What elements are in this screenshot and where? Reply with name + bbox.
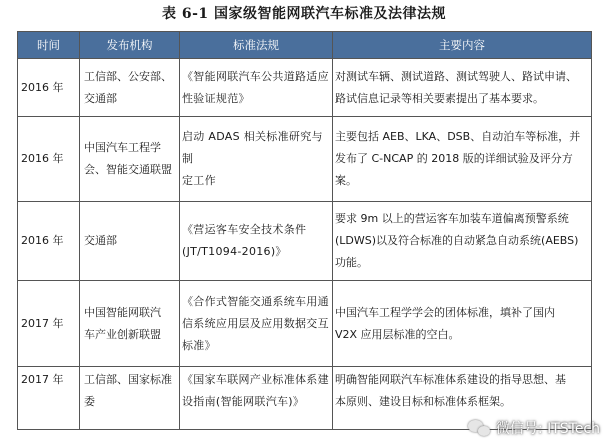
- cell-org: 交通部: [80, 202, 180, 281]
- cell-standard: 启动 ADAS 相关标准研究与制 定工作: [180, 117, 333, 202]
- table-row: [18, 117, 592, 202]
- standards-table: [17, 31, 592, 430]
- header-org: 发布机构: [80, 32, 180, 59]
- cell-time: 2016 年: [18, 59, 80, 117]
- cell-content: 明确智能网联汽车标准体系建设的指导思想、基 本原则、建设目标和标准体系框架。: [333, 367, 592, 430]
- header-content: 主要内容: [333, 32, 592, 59]
- wechat-watermark: [468, 418, 600, 438]
- cell-time: 2017 年: [18, 281, 80, 367]
- table-caption: 表 6-1 国家级智能网联汽车标准及法律法规: [161, 6, 447, 22]
- cell-content: 主要包括 AEB、LKA、DSB、自动泊车等标准，并 发布了 C-NCAP 的 2018 版的详细试验及评分方 案。: [333, 117, 592, 202]
- cell-org: 工信部、国家标准 委: [80, 367, 180, 430]
- cell-content: 要求 9m 以上的营运客车加装车道偏离预警系统 (LDWS)以及符合标准的自动紧急自动系统(AEBS) 功能。: [333, 202, 592, 281]
- cell-time: 2016 年: [18, 117, 80, 202]
- header-standard: 标准法规: [180, 32, 333, 59]
- cell-standard: 《智能网联汽车公共道路适应 性验证规范》: [180, 59, 333, 117]
- table-row: [18, 281, 592, 367]
- cell-standard: 《合作式智能交通系统车用通 信系统应用层及应用数据交互 标准》: [180, 281, 333, 367]
- table-row: [18, 202, 592, 281]
- cell-content: 中国汽车工程学学会的团体标准，填补了国内 V2X 应用层标准的空白。: [333, 281, 592, 367]
- wechat-icon: [468, 418, 492, 438]
- header-time: 时间: [18, 32, 80, 59]
- cell-org: 中国汽车工程学 会、智能交通联盟: [80, 117, 180, 202]
- table-row: [18, 59, 592, 117]
- cell-org: 中国智能网联汽 车产业创新联盟: [80, 281, 180, 367]
- table-header-row: [18, 32, 592, 59]
- cell-content: 对测试车辆、测试道路、测试驾驶人、路试申请、 路试信息记录等相关要素提出了基本要求。: [333, 59, 592, 117]
- cell-standard: 《国家车联网产业标准体系建 设指南(智能网联汽车)》: [180, 367, 333, 430]
- cell-time: 2016 年: [18, 202, 80, 281]
- cell-time: 2017 年: [18, 367, 80, 430]
- cell-org: 工信部、公安部、 交通部: [80, 59, 180, 117]
- watermark-text: 微信号: ITSTech: [495, 421, 600, 437]
- cell-standard: 《营运客车安全技术条件 (JT/T1094-2016)》: [180, 202, 333, 281]
